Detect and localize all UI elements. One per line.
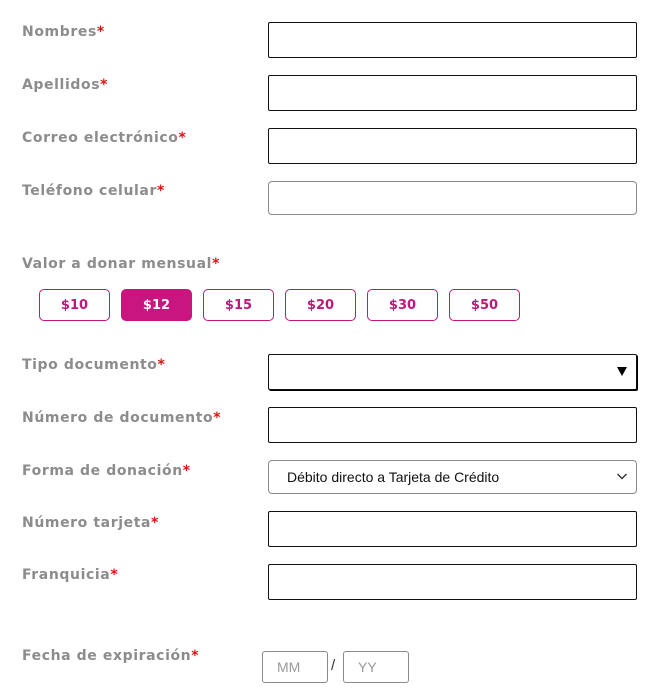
- correo-label: [22, 130, 186, 146]
- fecha-expiracion-label: [22, 648, 199, 664]
- correo-input[interactable]: [268, 128, 637, 164]
- nombres-label: [22, 24, 105, 40]
- forma-donacion-label-text: Forma de donación: [22, 463, 183, 479]
- amount-option-10[interactable]: $10: [39, 289, 110, 321]
- fecha-expiracion-label-text: Fecha de expiración: [22, 648, 192, 664]
- apellidos-label: [22, 77, 108, 93]
- amount-option-20[interactable]: $20: [285, 289, 356, 321]
- franquicia-label-text: Franquicia: [22, 567, 111, 583]
- expiry-separator: /: [331, 657, 336, 674]
- expiry-year-placeholder: YY: [358, 659, 377, 675]
- required-mark: *: [110, 567, 119, 583]
- forma-donacion-value: Débito directo a Tarjeta de Crédito: [287, 469, 500, 485]
- required-mark: *: [182, 463, 191, 479]
- numero-documento-label-text: Número de documento: [22, 410, 214, 426]
- apellidos-label-text: Apellidos: [22, 77, 101, 93]
- nombres-input[interactable]: [268, 22, 637, 58]
- triangle-down-icon: [617, 367, 627, 376]
- chevron-down-icon: [616, 470, 628, 482]
- numero-tarjeta-label: [22, 515, 159, 531]
- franquicia-input[interactable]: [268, 564, 637, 600]
- required-mark: *: [96, 24, 105, 40]
- tipo-documento-label: [22, 357, 165, 373]
- required-mark: *: [151, 515, 159, 531]
- required-mark: *: [212, 256, 220, 272]
- amount-option-12[interactable]: $12: [121, 289, 192, 321]
- tipo-documento-select[interactable]: [268, 354, 637, 390]
- required-mark: *: [100, 77, 109, 93]
- numero-tarjeta-label-text: Número tarjeta: [22, 515, 152, 531]
- expiry-month-placeholder: MM: [277, 659, 301, 675]
- valor-label-text: Valor a donar mensual: [22, 256, 213, 272]
- correo-label-text: Correo electrónico: [22, 130, 179, 146]
- telefono-input[interactable]: [268, 181, 637, 215]
- tipo-documento-label-text: Tipo documento: [22, 357, 158, 373]
- required-mark: *: [178, 130, 187, 146]
- numero-tarjeta-input[interactable]: [268, 511, 637, 547]
- required-mark: *: [191, 648, 200, 664]
- forma-donacion-select[interactable]: [268, 460, 637, 494]
- amount-option-30[interactable]: $30: [367, 289, 438, 321]
- numero-documento-label: [22, 410, 221, 426]
- required-mark: *: [213, 410, 222, 426]
- forma-donacion-label: [22, 463, 191, 479]
- apellidos-input[interactable]: [268, 75, 637, 111]
- amount-options: [39, 289, 520, 321]
- franquicia-label: [22, 567, 118, 583]
- telefono-label: [22, 183, 165, 199]
- amount-option-50[interactable]: $50: [449, 289, 520, 321]
- expiry-year-input[interactable]: [343, 651, 409, 683]
- required-mark: *: [157, 357, 166, 373]
- valor-label: [22, 256, 220, 272]
- required-mark: *: [156, 183, 165, 199]
- telefono-label-text: Teléfono celular: [22, 183, 157, 199]
- expiry-month-input[interactable]: [262, 651, 328, 683]
- numero-documento-input[interactable]: [268, 407, 637, 443]
- nombres-label-text: Nombres: [22, 24, 97, 40]
- amount-option-15[interactable]: $15: [203, 289, 274, 321]
